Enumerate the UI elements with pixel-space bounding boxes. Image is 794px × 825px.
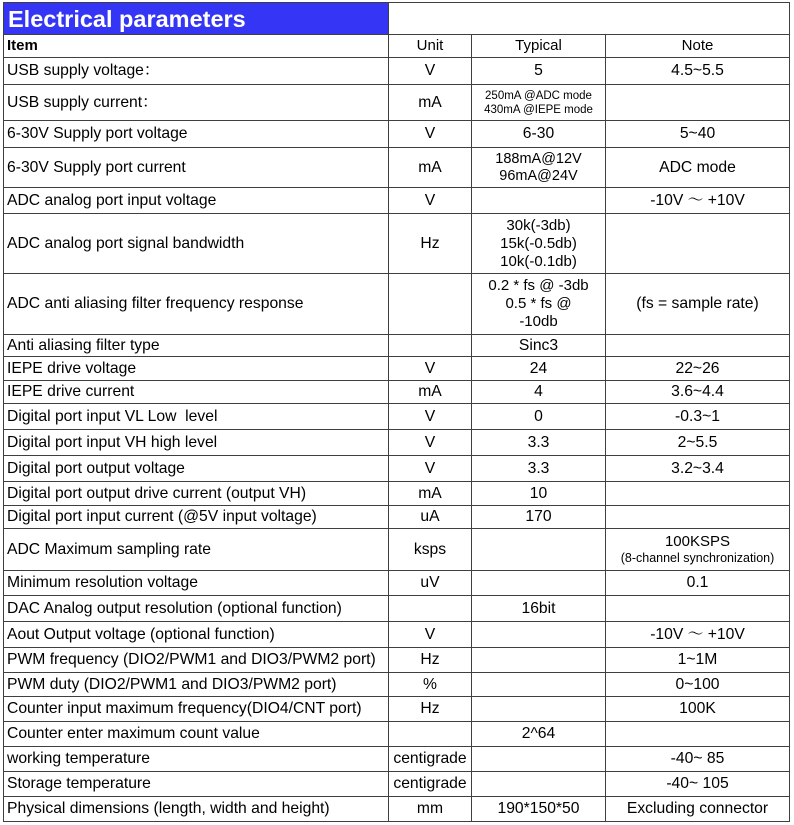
unit-cell: V: [389, 188, 472, 213]
item-cell: DAC Analog output resolution (optional function): [4, 596, 389, 621]
unit-cell: mm: [389, 797, 472, 821]
table-row: [4, 456, 790, 482]
typical-cell: [472, 529, 606, 570]
table-row: [4, 747, 790, 772]
table-row: [4, 335, 790, 357]
item-cell: Digital port output voltage: [4, 456, 389, 481]
item-cell: Digital port output drive current (output VH): [4, 482, 389, 505]
note-value: ADC mode: [659, 158, 736, 176]
unit-cell: centigrade: [389, 772, 472, 796]
typical-cell: [472, 456, 606, 481]
table-row: [4, 148, 790, 188]
note-cell: [606, 85, 790, 120]
note-value: 0.1: [686, 574, 709, 591]
table-row: [4, 571, 790, 596]
table-row: [4, 381, 790, 404]
item-cell: Counter input maximum frequency(DIO4/CNT port): [4, 697, 389, 721]
table-row: [4, 404, 790, 430]
unit-cell: Hz: [389, 648, 472, 672]
note-value: -10V ～ +10V: [650, 625, 745, 643]
note-value: 2~5.5: [677, 433, 718, 451]
note-cell: [606, 404, 790, 429]
note-cell: [606, 188, 790, 213]
table-row: [4, 673, 790, 697]
note-cell: [606, 747, 790, 771]
table-row: [4, 121, 790, 148]
note-cell: [606, 622, 790, 647]
unit-cell: mA: [389, 482, 472, 505]
table-row: [4, 506, 790, 529]
table-row: [4, 722, 790, 747]
unit-cell: ksps: [389, 529, 472, 570]
note-cell: [606, 214, 790, 273]
typical-cell: [472, 673, 606, 696]
unit-cell: V: [389, 121, 472, 147]
note-cell: [606, 529, 790, 570]
typical-cell: [472, 357, 606, 380]
note-value: 100KSPS: [664, 533, 731, 550]
typical-cell: [472, 697, 606, 721]
note-cell: [606, 722, 790, 746]
note-value: (8-channel synchronization): [620, 551, 775, 565]
typical-cell: [472, 404, 606, 429]
item-cell: Anti aliasing filter type: [4, 335, 389, 356]
note-cell: [606, 506, 790, 528]
unit-cell: V: [389, 404, 472, 429]
typical-cell: [472, 622, 606, 647]
note-value: 3.2~3.4: [671, 459, 724, 477]
title-blank-cell: [389, 3, 790, 34]
typical-value: 4: [534, 383, 543, 400]
unit-cell: V: [389, 357, 472, 380]
typical-cell: [472, 335, 606, 356]
note-value: 1~1M: [677, 651, 718, 668]
item-cell: USB supply voltage：: [4, 58, 389, 84]
unit-cell: V: [389, 430, 472, 455]
typical-value: 96mA@24V: [499, 167, 578, 184]
unit-cell: V: [389, 622, 472, 647]
typical-value: 30k(-3db): [506, 216, 571, 234]
item-cell: working temperature: [4, 747, 389, 771]
item-cell: Digital port input VH high level: [4, 430, 389, 455]
typical-cell: [472, 571, 606, 595]
item-cell: Counter enter maximum count value: [4, 722, 389, 746]
header-note: Note: [606, 35, 790, 57]
note-value: 22~26: [675, 359, 720, 377]
note-value: -10V ～ +10V: [650, 191, 745, 209]
item-cell: Digital port input VL Low level: [4, 404, 389, 429]
header-typical: Typical: [472, 35, 606, 57]
note-cell: [606, 482, 790, 505]
header-unit: Unit: [389, 35, 472, 57]
table-row: [4, 529, 790, 571]
table-row: [4, 797, 790, 822]
item-cell: 6-30V Supply port voltage: [4, 121, 389, 147]
unit-cell: mA: [389, 381, 472, 403]
unit-cell: uA: [389, 506, 472, 528]
note-cell: [606, 381, 790, 403]
typical-value: 190*150*50: [497, 800, 580, 817]
item-cell: Physical dimensions (length, width and height): [4, 797, 389, 821]
note-cell: [606, 673, 790, 696]
unit-cell: V: [389, 456, 472, 481]
item-cell: Digital port input current (@5V input voltage): [4, 506, 389, 528]
note-value: 3.6~4.4: [671, 383, 724, 400]
header-row: [4, 35, 790, 58]
note-value: (fs = sample rate): [636, 295, 759, 312]
table-row: [4, 214, 790, 274]
note-cell: [606, 430, 790, 455]
typical-cell: [472, 506, 606, 528]
item-cell: Aout Output voltage (optional function): [4, 622, 389, 647]
item-cell: Storage temperature: [4, 772, 389, 796]
typical-cell: [472, 482, 606, 505]
typical-cell: [472, 747, 606, 771]
note-value: -40~ 85: [670, 750, 725, 767]
typical-value: 188mA@12V: [495, 150, 582, 167]
note-value: 100K: [679, 700, 716, 717]
typical-cell: [472, 381, 606, 403]
typical-value: 24: [529, 359, 548, 377]
table-row: [4, 596, 790, 622]
unit-cell: [389, 335, 472, 356]
table-row: [4, 188, 790, 214]
unit-cell: V: [389, 58, 472, 84]
note-cell: [606, 772, 790, 796]
note-value: 4.5~5.5: [671, 62, 724, 79]
electrical-parameters-table: [3, 2, 790, 822]
item-cell: ADC analog port input voltage: [4, 188, 389, 213]
note-cell: [606, 148, 790, 187]
unit-cell: centigrade: [389, 747, 472, 771]
typical-cell: [472, 430, 606, 455]
title-row: [4, 3, 790, 35]
note-value: -0.3~1: [675, 407, 720, 425]
typical-cell: [472, 188, 606, 213]
unit-cell: mA: [389, 148, 472, 187]
item-cell: IEPE drive current: [4, 381, 389, 403]
item-cell: IEPE drive voltage: [4, 357, 389, 380]
note-value: 5~40: [679, 125, 716, 142]
note-cell: [606, 697, 790, 721]
unit-cell: [389, 274, 472, 334]
unit-cell: Hz: [389, 214, 472, 273]
unit-cell: uV: [389, 571, 472, 595]
typical-value: 3.3: [527, 433, 550, 451]
note-cell: [606, 596, 790, 621]
note-value: Excluding connector: [626, 800, 769, 817]
item-cell: Minimum resolution voltage: [4, 571, 389, 595]
typical-value: 3.3: [527, 459, 550, 477]
item-cell: ADC Maximum sampling rate: [4, 529, 389, 570]
note-cell: [606, 648, 790, 672]
typical-value: 10k(-0.1db): [500, 252, 577, 270]
note-cell: [606, 121, 790, 147]
unit-cell: [389, 722, 472, 746]
unit-cell: mA: [389, 85, 472, 120]
table-row: [4, 697, 790, 722]
typical-cell: [472, 274, 606, 334]
typical-value: 250mA @ADC mode: [485, 89, 592, 102]
typical-cell: [472, 85, 606, 120]
typical-cell: [472, 214, 606, 273]
item-cell: ADC anti aliasing filter frequency response: [4, 274, 389, 334]
typical-value: 5: [534, 62, 543, 79]
header-item: Item: [4, 35, 389, 57]
table-row: [4, 430, 790, 456]
note-cell: [606, 274, 790, 334]
typical-value: 6-30: [522, 125, 555, 142]
table-row: [4, 482, 790, 506]
unit-cell: %: [389, 673, 472, 696]
note-cell: [606, 58, 790, 84]
item-cell: PWM duty (DIO2/PWM1 and DIO3/PWM2 port): [4, 673, 389, 696]
typical-cell: [472, 596, 606, 621]
note-cell: [606, 335, 790, 356]
typical-value: -10db: [519, 313, 558, 330]
typical-value: 170: [525, 508, 552, 525]
typical-value: 0: [534, 407, 543, 425]
table-row: [4, 357, 790, 381]
typical-cell: [472, 772, 606, 796]
typical-value: 15k(-0.5db): [500, 234, 577, 252]
typical-value: 0.2 * fs @ -3db: [488, 277, 589, 294]
note-cell: [606, 571, 790, 595]
table-row: [4, 622, 790, 648]
typical-value: 2^64: [521, 725, 556, 742]
table-title: Electrical parameters: [4, 3, 389, 34]
typical-cell: [472, 58, 606, 84]
note-value: -40~ 105: [666, 775, 729, 792]
note-cell: [606, 456, 790, 481]
unit-cell: [389, 596, 472, 621]
note-cell: [606, 797, 790, 821]
item-cell: ADC analog port signal bandwidth: [4, 214, 389, 273]
typical-cell: [472, 121, 606, 147]
typical-value: 0.5 * fs @: [505, 295, 572, 312]
typical-value: 16bit: [521, 599, 556, 617]
typical-cell: [472, 648, 606, 672]
typical-cell: [472, 148, 606, 187]
table-row: [4, 274, 790, 335]
item-cell: PWM frequency (DIO2/PWM1 and DIO3/PWM2 port): [4, 648, 389, 672]
table-row: [4, 85, 790, 121]
typical-cell: [472, 722, 606, 746]
note-cell: [606, 357, 790, 380]
typical-value: Sinc3: [518, 336, 559, 354]
item-cell: 6-30V Supply port current: [4, 148, 389, 187]
typical-cell: [472, 797, 606, 821]
typical-value: 430mA @IEPE mode: [484, 103, 593, 116]
table-row: [4, 648, 790, 673]
table-row: [4, 58, 790, 85]
typical-value: 10: [529, 484, 548, 502]
note-value: 0~100: [675, 675, 720, 693]
unit-cell: Hz: [389, 697, 472, 721]
table-row: [4, 772, 790, 797]
item-cell: USB supply current：: [4, 85, 389, 120]
